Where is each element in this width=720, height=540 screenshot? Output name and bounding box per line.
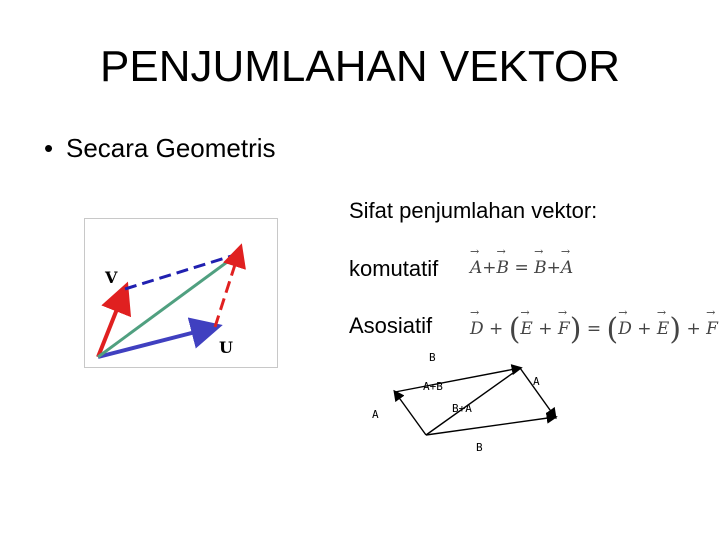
vector-b: → B [497,258,510,278]
bullet-text: Secara Geometris [66,133,276,163]
equals-sign: = [514,258,529,278]
vector-b-top [395,368,520,392]
vector-e: → E [657,319,669,339]
vector-b-bottom [426,417,555,435]
bullet-item [44,133,276,164]
vector-u-arrow [98,327,215,357]
vector-d: → D [470,319,484,339]
vector-e: → E [520,319,532,339]
commutative-formula [470,258,573,278]
vector-b: → B [534,258,547,278]
label-b-plus-a: B+A [452,402,472,415]
plus-sign: + [546,258,561,278]
bullet-marker: • [44,133,54,163]
slide-title: PENJUMLAHAN VEKTOR [100,42,620,91]
plus-sign: + [489,319,504,339]
vector-a: → A [470,258,482,278]
vector-f: → F [558,319,570,339]
parallelogram-figure [84,218,278,368]
vector-d: → D [618,319,632,339]
open-paren: ( [508,312,521,347]
label-v: V [105,268,118,287]
commutative-label: komutatif [349,256,439,281]
label-b-top: B [429,351,436,364]
addition-diagram [360,345,580,460]
resultant-line [426,368,520,435]
plus-sign: + [686,319,701,339]
properties-heading: Sifat penjumlahan vektor: [349,198,598,223]
vector-f: → F [706,319,718,339]
vector-a: → A [561,258,573,278]
label-a-right: A [533,375,540,388]
open-paren: ( [606,312,619,347]
label-u: U [219,338,233,357]
label-a-left: A [372,408,379,421]
close-paren: ) [669,312,682,347]
associative-formula [470,312,718,347]
dashed-u-copy [125,254,238,289]
vector-addition-figure [360,345,580,460]
label-b-bottom: B [476,441,483,454]
close-paren: ) [569,312,582,347]
plus-sign: + [538,319,553,339]
label-a-plus-b: A+B [423,380,443,393]
vector-a-left [395,392,426,435]
associative-label: Asosiatif [349,313,433,338]
plus-sign: + [637,319,652,339]
equals-sign: = [586,319,602,339]
plus-sign: + [482,258,497,278]
parallelogram-diagram [85,219,277,367]
